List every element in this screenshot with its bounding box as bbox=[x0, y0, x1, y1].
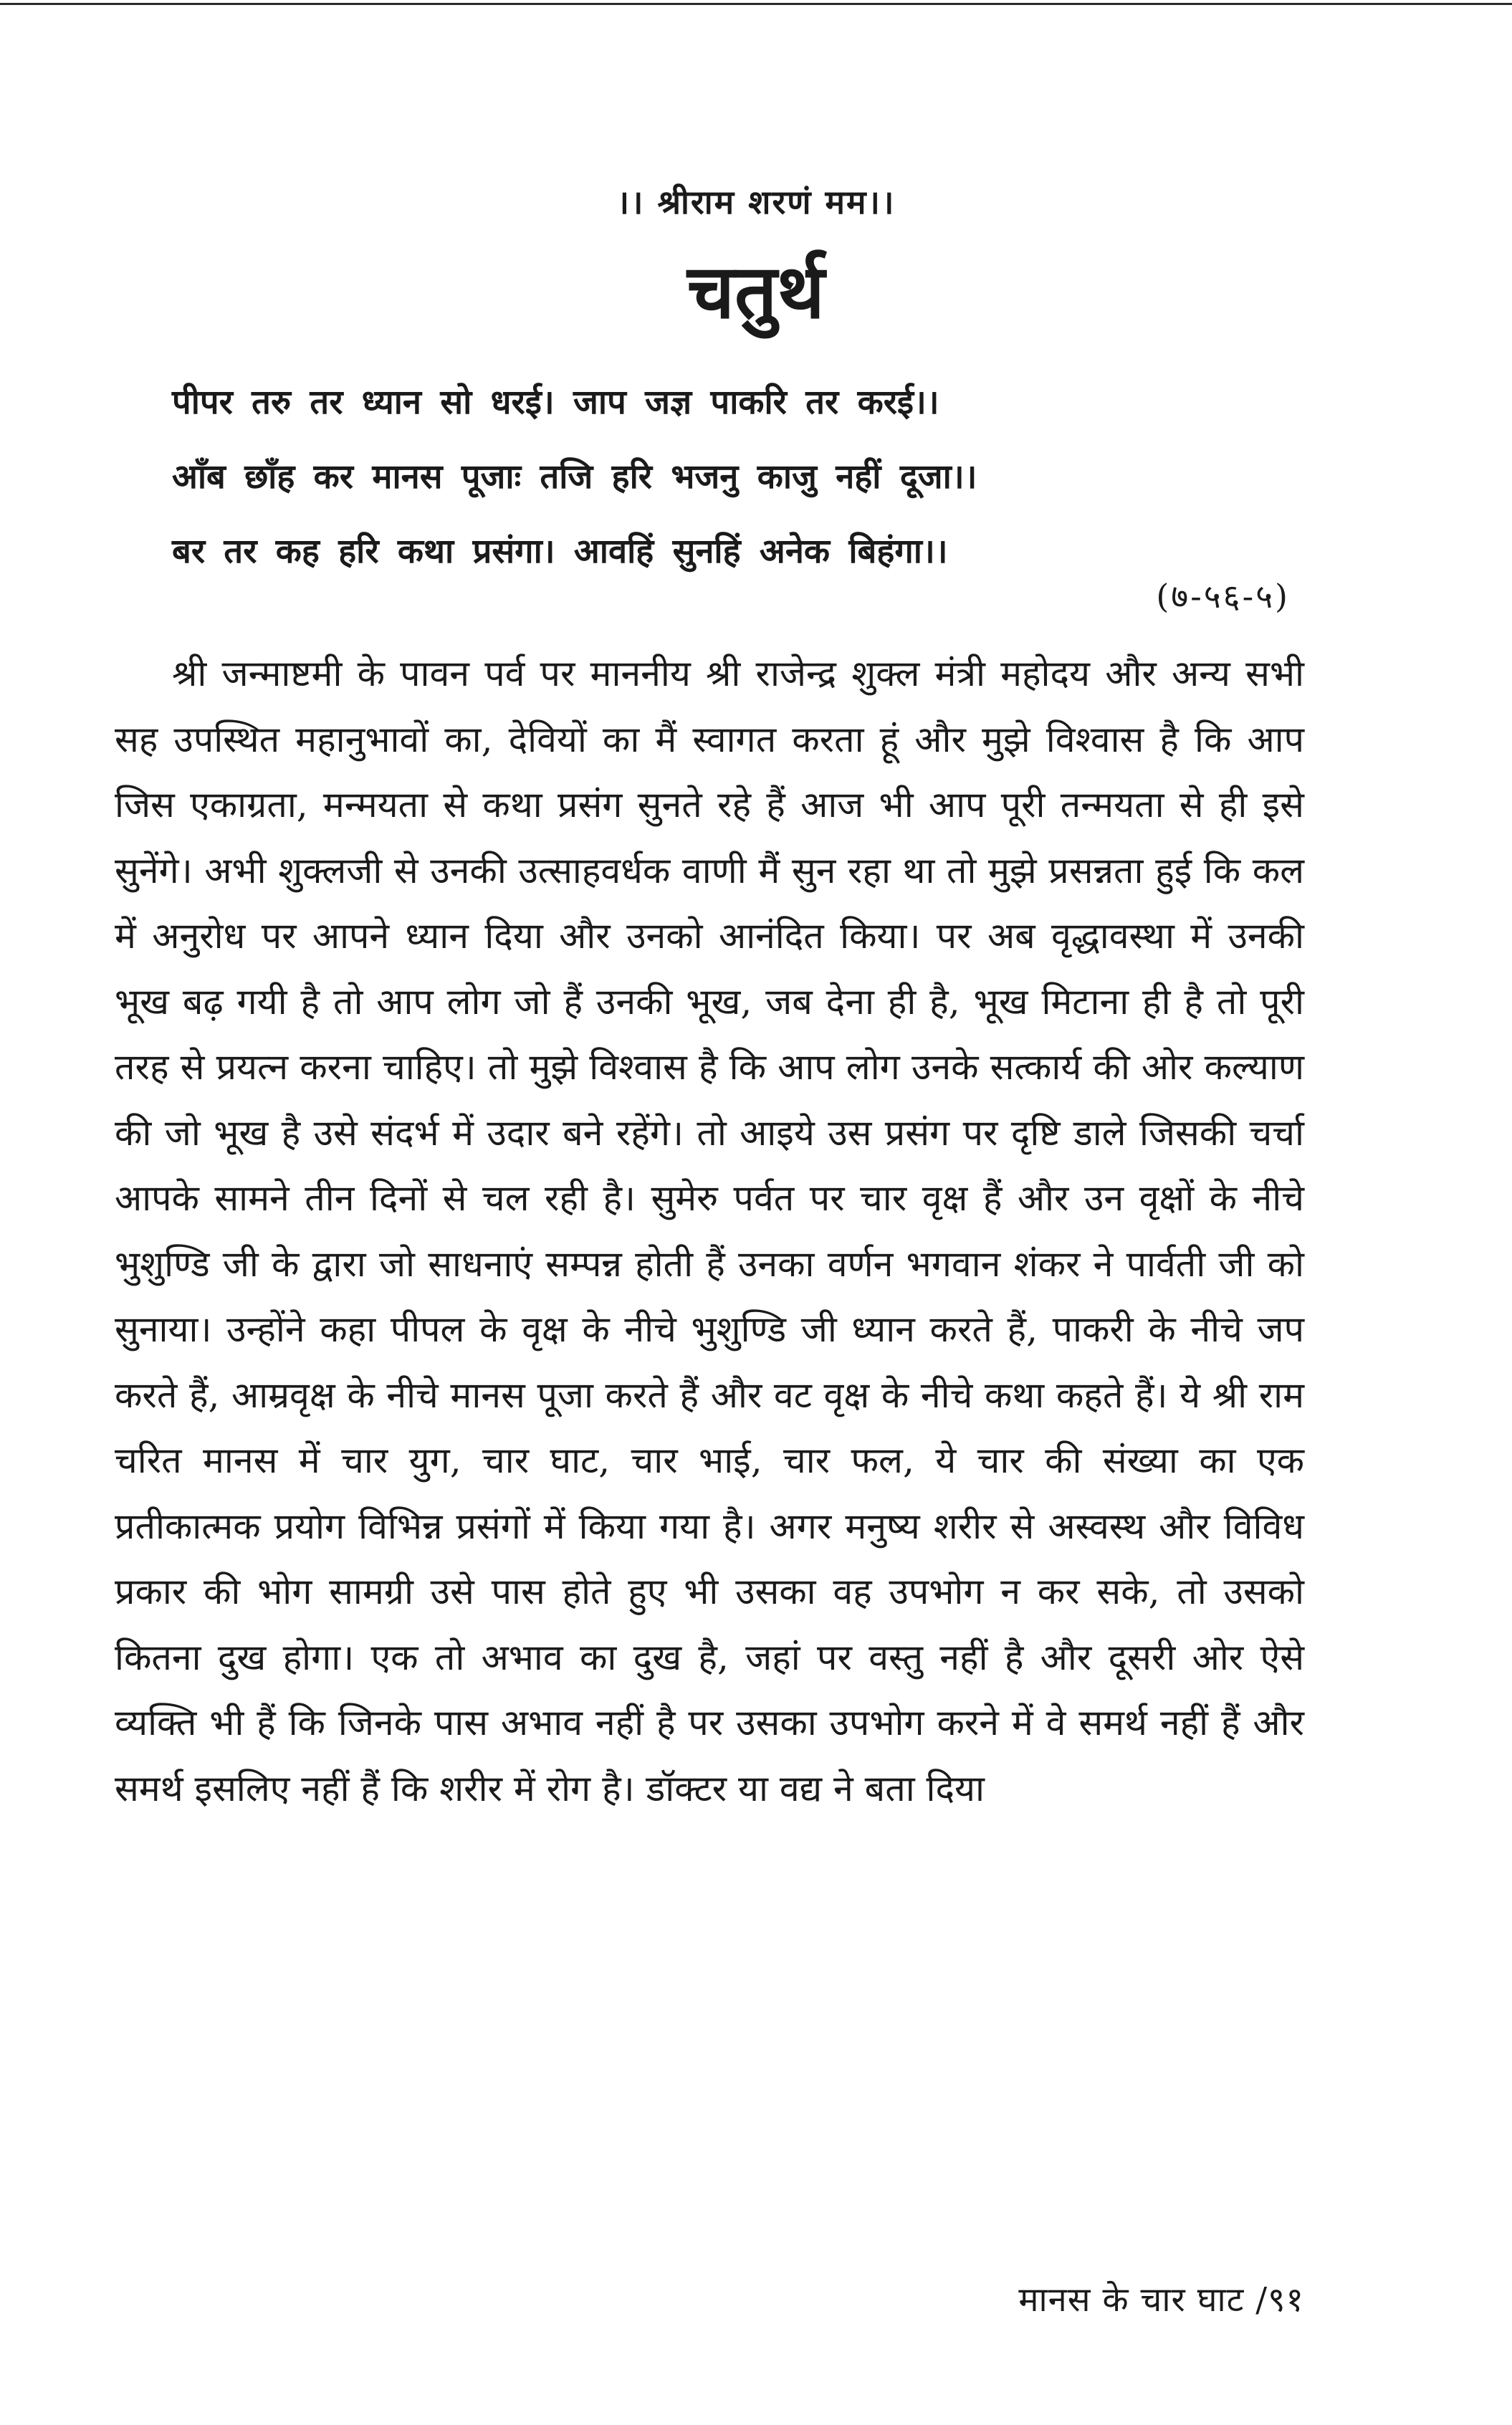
invocation-heading: ।। श्रीराम शरणं मम।। bbox=[616, 183, 896, 221]
body-paragraph: श्री जन्माष्टमी के पावन पर्व पर माननीय श्री राजेन्द्र शुक्ल मंत्री महोदय और अन्य सभी सह उपस्थित महानुभावों का, देवियों का मैं स्वागत करता हूं और मुझे विश्वास है कि आप जिस एकाग्रता, मन्मयता से कथा प्रसंग सुनते रहे हैं आज भी आप पूरी तन्मयता से ही इसे सुनेंगे। अभी शुक्लजी से उनकी उत्साहवर्धक वाणी मैं सुन रहा था तो मुझे प्रसन्नता हुई कि कल में अनुरोध पर आपने ध्यान दिया और उनको आनंदित किया। पर अब वृद्धावस्था में उनकी भूख बढ़ गयी है तो आप लोग जो हैं उनकी भूख, जब देना ही है, भूख मिटाना ही है तो पूरी तरह से प्रयत्न करना चाहिए। तो मुझे विश्वास है कि आप लोग उनके सत्कार्य की ओर कल्याण की जो भूख है उसे संदर्भ में उदार बने रहेंगे। तो आइये उस प्रसंग पर दृष्टि डाले जिसकी चर्चा आपके सामने तीन दिनों से चल रही है। सुमेरु पर्वत पर चार वृक्ष हैं और उन वृक्षों के नीचे भुशुण्डि जी के द्वारा जो साधनाएं सम्पन्न होती हैं उनका वर्णन भगवान शंकर ने पार्वती जी को सुनाया। उन्होंने कहा पीपल के वृक्ष के नीचे भुशुण्डि जी ध्यान करते हैं, पाकरी के नीचे जप करते हैं, आम्रवृक्ष के नीचे मानस पूजा करते हैं और वट वृक्ष के नीचे कथा कहते हैं। ये श्री राम चरित मानस में चार युग, चार घाट, चार भाई, चार फल, ये चार की संख्या का एक प्रतीकात्मक प्रयोग विभिन्न प्रसंगों में किया गया है। अगर मनुष्य शरीर से अस्वस्थ और विविध प्रकार की भोग सामग्री उसे पास होते हुए भी उसका वह उपभोग न कर सके, तो उसको कितना दुख होगा। एक तो अभाव का दुख है, जहां पर वस्तु नहीं है और दूसरी ओर ऐसे व्यक्ति भी हैं कि जिनके पास अभाव नहीं है पर उसका उपभोग करने में वे समर्थ नहीं हैं और समर्थ इसलिए नहीं हैं कि शरीर में रोग है। डॉक्टर या वद्य ने बता दिया bbox=[115, 653, 1304, 1809]
chapter-title: चतुर्थ bbox=[687, 247, 825, 335]
top-border-rule bbox=[0, 3, 1512, 5]
verse-block bbox=[172, 365, 1319, 589]
page-footer: मानस के चार घाट /९१ bbox=[1018, 2280, 1304, 2320]
verse-line-1: पीपर तरु तर ध्यान सो धरई। जाप जज्ञ पाकरि तर करई।। bbox=[172, 383, 939, 422]
verse-line-3: बर तर कह हरि कथा प्रसंगा। आवहिं सुनहिं अनेक बिहंगा।। bbox=[172, 532, 948, 571]
verse-reference: (७-५६-५) bbox=[1156, 577, 1290, 616]
verse-line-2: आँब छाँह कर मानस पूजाः तजि हरि भजनु काजु नहीं दूजा।। bbox=[172, 457, 977, 497]
